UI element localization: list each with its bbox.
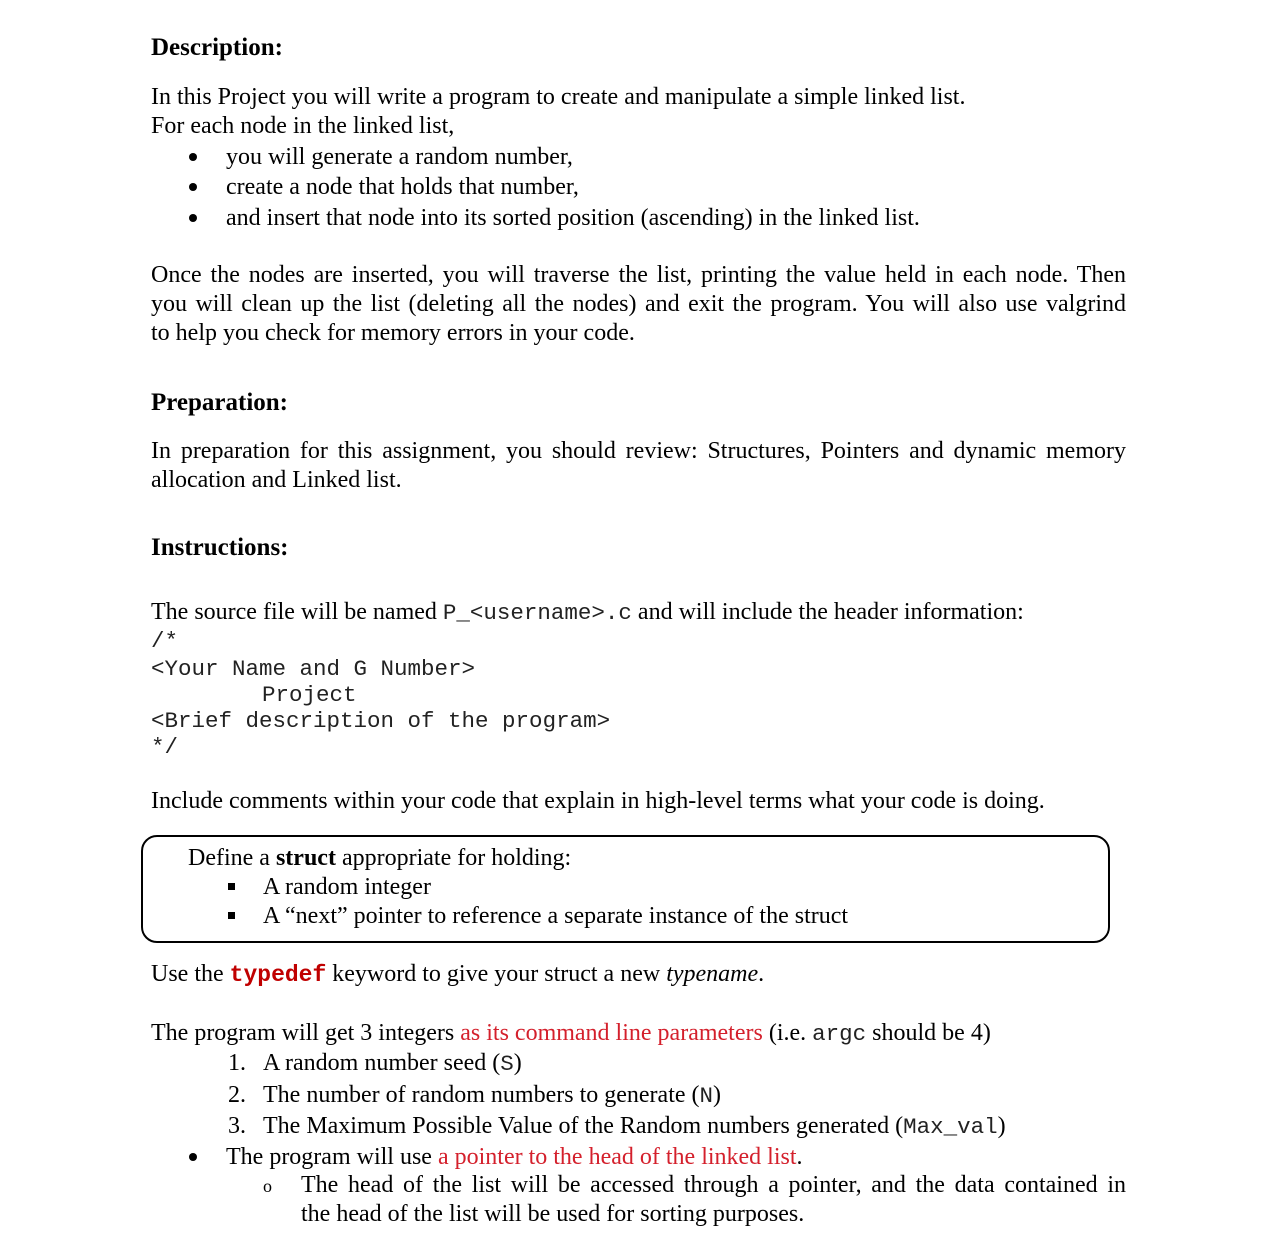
- bullet-icon: [189, 183, 197, 191]
- numbered-item: [263, 1112, 1006, 1141]
- args-code: argc: [812, 1021, 867, 1047]
- item-close: ): [713, 1082, 722, 1108]
- preparation-heading: Preparation:: [151, 389, 289, 416]
- description-intro: In this Project you will write a program to create and manipulate a simple linked list.: [151, 84, 966, 110]
- item-code: Max_val: [903, 1114, 998, 1140]
- bullet-icon: [189, 153, 197, 161]
- list-item: and insert that node into its sorted position (ascending) in the linked list.: [226, 205, 920, 231]
- args-pre: The program will get 3 integers: [151, 1020, 461, 1046]
- preparation-paragraph: allocation and Linked list.: [151, 467, 402, 493]
- code-line: <Brief description of the program>: [151, 708, 611, 734]
- square-bullet-icon: [228, 912, 235, 919]
- typedef-mid: keyword to give your struct a new: [326, 961, 667, 987]
- typedef-post: .: [758, 961, 765, 987]
- description-paragraph: to help you check for memory errors in your code.: [151, 320, 635, 346]
- item-text: A random number seed (: [263, 1050, 501, 1076]
- box-pre: Define a: [188, 845, 276, 871]
- struct-define-line: [188, 844, 571, 872]
- item-close: ): [513, 1050, 522, 1076]
- code-line: */: [151, 734, 179, 760]
- numbered-marker: 2.: [228, 1082, 246, 1108]
- numbered-marker: 3.: [228, 1113, 246, 1139]
- description-heading: Description:: [151, 34, 283, 61]
- list-item: create a node that holds that number,: [226, 174, 579, 200]
- typedef-pre: Use the: [151, 961, 230, 987]
- description-paragraph: Once the nodes are inserted, you will traverse the list, printing the value held in each node. Then: [151, 262, 1126, 288]
- typedef-em: typename: [666, 961, 759, 987]
- typedef-line: [151, 960, 764, 989]
- pointer-pre: The program will use: [226, 1144, 438, 1170]
- args-post: should be 4): [866, 1020, 991, 1046]
- comments-instruction: Include comments within your code that explain in high-level terms what your code is doing.: [151, 788, 1045, 814]
- source-pre: The source file will be named: [151, 599, 443, 625]
- numbered-marker: 1.: [228, 1050, 246, 1076]
- item-text: The number of random numbers to generate (: [263, 1082, 700, 1108]
- square-bullet-icon: [228, 883, 235, 890]
- sub-item: The head of the list will be accessed through a pointer, and the data contained in: [301, 1172, 1126, 1198]
- args-line: [151, 1019, 991, 1048]
- circle-bullet-icon: o: [263, 1176, 272, 1196]
- args-red: as its command line parameters: [460, 1020, 763, 1046]
- pointer-post: .: [796, 1144, 803, 1170]
- item-text: The Maximum Possible Value of the Random numbers generated (: [263, 1113, 904, 1139]
- code-line: <Your Name and G Number>: [151, 656, 476, 682]
- box-post: appropriate for holding:: [335, 845, 572, 871]
- instructions-heading: Instructions:: [151, 534, 289, 561]
- source-filename: P_<username>.c: [442, 600, 632, 626]
- item-code: N: [699, 1083, 714, 1109]
- list-item: you will generate a random number,: [226, 144, 573, 170]
- struct-item: A “next” pointer to reference a separate instance of the struct: [263, 903, 849, 929]
- struct-item: A random integer: [263, 874, 431, 900]
- pointer-red: a pointer to the head of the linked list: [437, 1144, 797, 1170]
- pointer-line: [226, 1143, 803, 1171]
- code-line: Project: [262, 682, 357, 708]
- item-close: ): [997, 1113, 1006, 1139]
- box-bold: struct: [275, 845, 336, 871]
- description-paragraph: you will clean up the list (deleting all the nodes) and exit the program. You will also use valgrind: [151, 291, 1126, 317]
- numbered-item: [263, 1081, 721, 1110]
- bullet-icon: [189, 1153, 197, 1161]
- code-line: /*: [151, 628, 179, 654]
- preparation-paragraph: In preparation for this assignment, you should review: Structures, Pointers and dynamic memory: [151, 438, 1126, 464]
- typedef-keyword: typedef: [229, 962, 327, 988]
- numbered-item: [263, 1049, 522, 1078]
- args-mid: (i.e.: [762, 1020, 813, 1046]
- description-intro: For each node in the linked list,: [151, 113, 455, 139]
- item-code: S: [500, 1051, 514, 1077]
- source-file-line: [151, 598, 1024, 627]
- source-post: and will include the header information:: [631, 599, 1024, 625]
- sub-item: the head of the list will be used for sorting purposes.: [301, 1201, 805, 1227]
- bullet-icon: [189, 214, 197, 222]
